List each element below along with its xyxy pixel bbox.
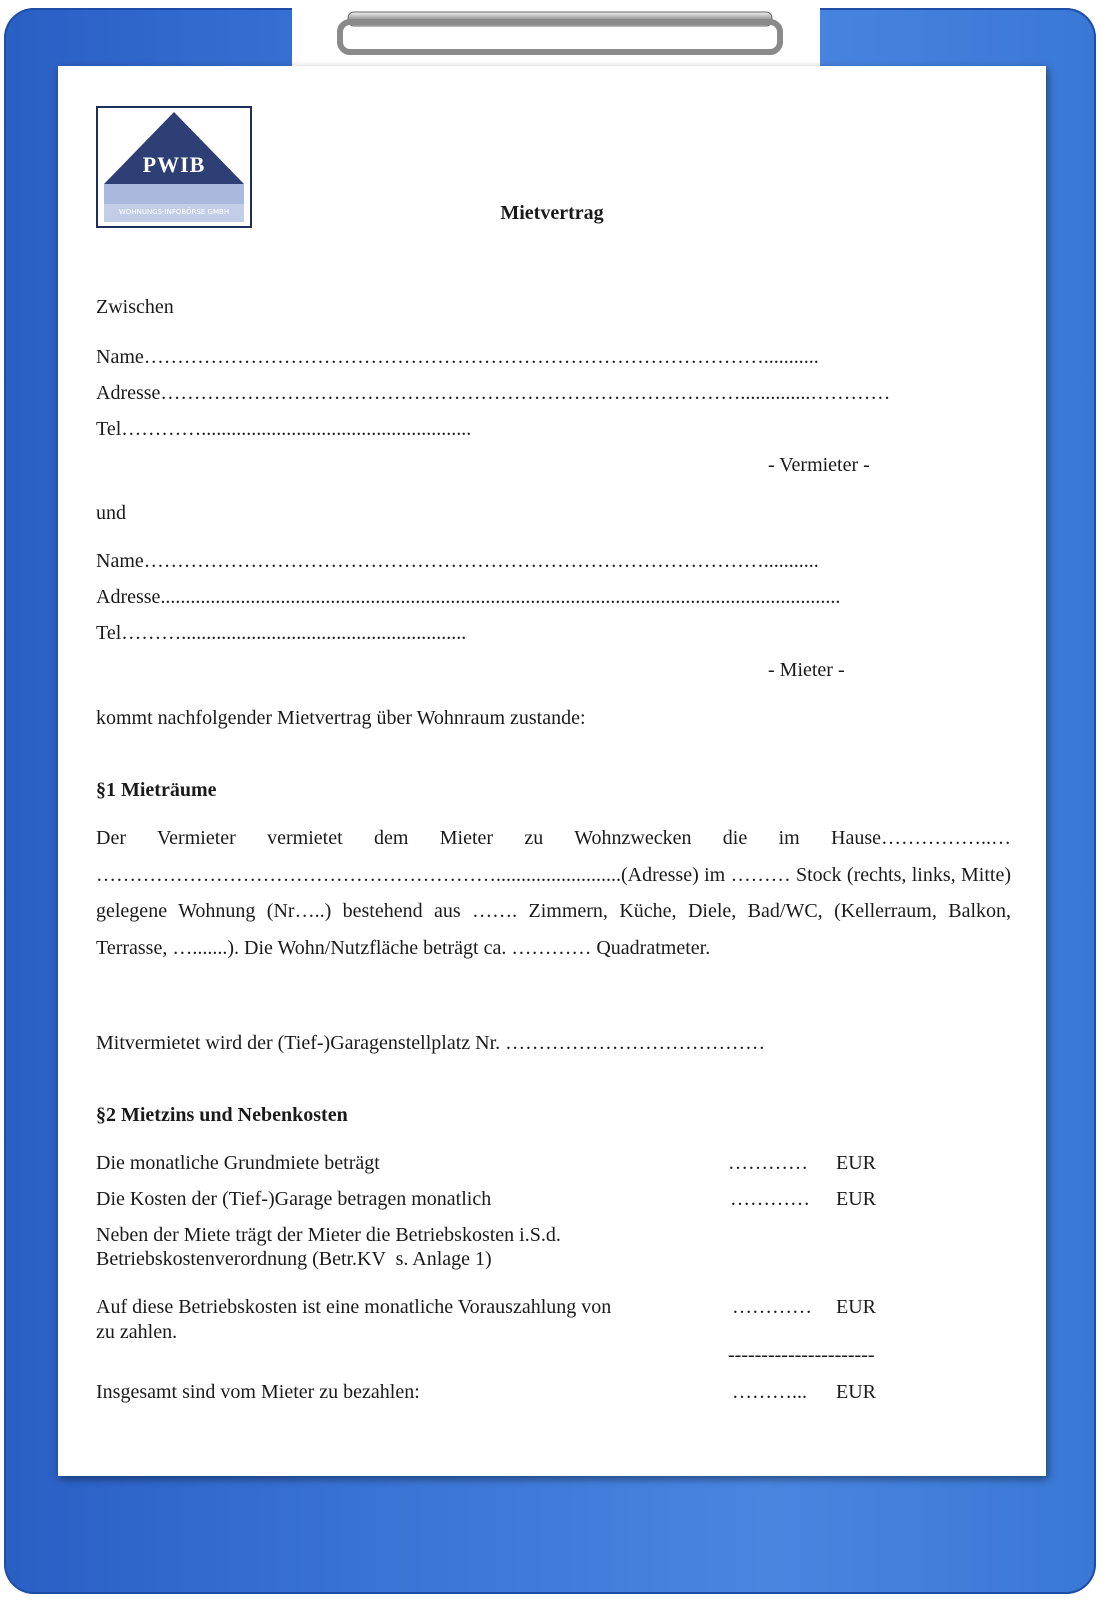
prepayment-amount: ………… [732,1296,812,1318]
rent-amount: ………… [728,1152,808,1174]
section1-heading: §1 Mieträume [96,779,217,801]
closing-text: kommt nachfolgender Mietvertrag über Wohnraum zustande: [96,707,586,729]
landlord-tel-field: Tel…………...................................................... [96,418,472,440]
prepayment-line2: zu zahlen. [96,1321,178,1343]
and-text: und [96,502,126,524]
total-amount: ………... [732,1381,807,1403]
garage-cost-currency: EUR [836,1188,876,1210]
tenant-name-field: Name…………………………………………………………………………………........... [96,550,819,572]
sum-separator: ---------------------- [728,1344,875,1366]
landlord-name-field: Name…………………………………………………………………………………........... [96,346,819,368]
section2-heading: §2 Mietzins und Nebenkosten [96,1104,348,1126]
prepayment-currency: EUR [836,1296,876,1318]
landlord-role: - Vermieter - [768,454,870,476]
operating-costs-line2: Betriebskostenverordnung (Betr.KV s. Anlage 1) [96,1248,492,1270]
tenant-tel-field: Tel………......................................................... [96,622,467,644]
total-currency: EUR [836,1381,876,1403]
rent-label: Die monatliche Grundmiete beträgt [96,1152,380,1174]
contract-page [58,66,1046,1476]
garage-cost-label: Die Kosten der (Tief-)Garage betragen monatlich [96,1188,492,1210]
operating-costs-line1: Neben der Miete trägt der Mieter die Betriebskosten i.S.d. [96,1224,561,1246]
rent-currency: EUR [836,1152,876,1174]
landlord-address-field: Adresse……………………………………………………………………………..............………… [96,382,891,404]
total-label: Insgesamt sind vom Mieter zu bezahlen: [96,1381,420,1403]
tenant-address-field: Adresse........................................................................................................................................ [96,586,841,608]
document-title: Mietvertrag [500,202,604,224]
prepayment-line1: Auf diese Betriebskosten ist eine monatliche Vorauszahlung von [96,1296,612,1318]
garage-text: Mitvermietet wird der (Tief-)Garagenstellplatz Nr. ………………………………… [96,1032,766,1054]
section1-paragraph: Der Vermieter vermietet dem Mieter zu Wohnzwecken die im Hause……………..… …………………………………………………….........................(Adresse) im ……… Stock (rechts, links, Mitte) gelegene Wohnung (Nr…..) bestehend aus ……. Zimmern, Küche, Diele, Bad/WC, (Kellerraum, Balkon, Terrasse, ….......). Die Wohn/Nutzfläche beträgt ca. ………… Quadratmeter. [96,827,1011,959]
intro-text: Zwischen [96,296,174,318]
garage-cost-amount: ………… [730,1188,810,1210]
tenant-role: - Mieter - [768,659,845,681]
logo-subtitle: WOHNUNGS-INFOBÖRSE GMBH [118,208,230,216]
logo-brand: PWIB [142,152,206,177]
